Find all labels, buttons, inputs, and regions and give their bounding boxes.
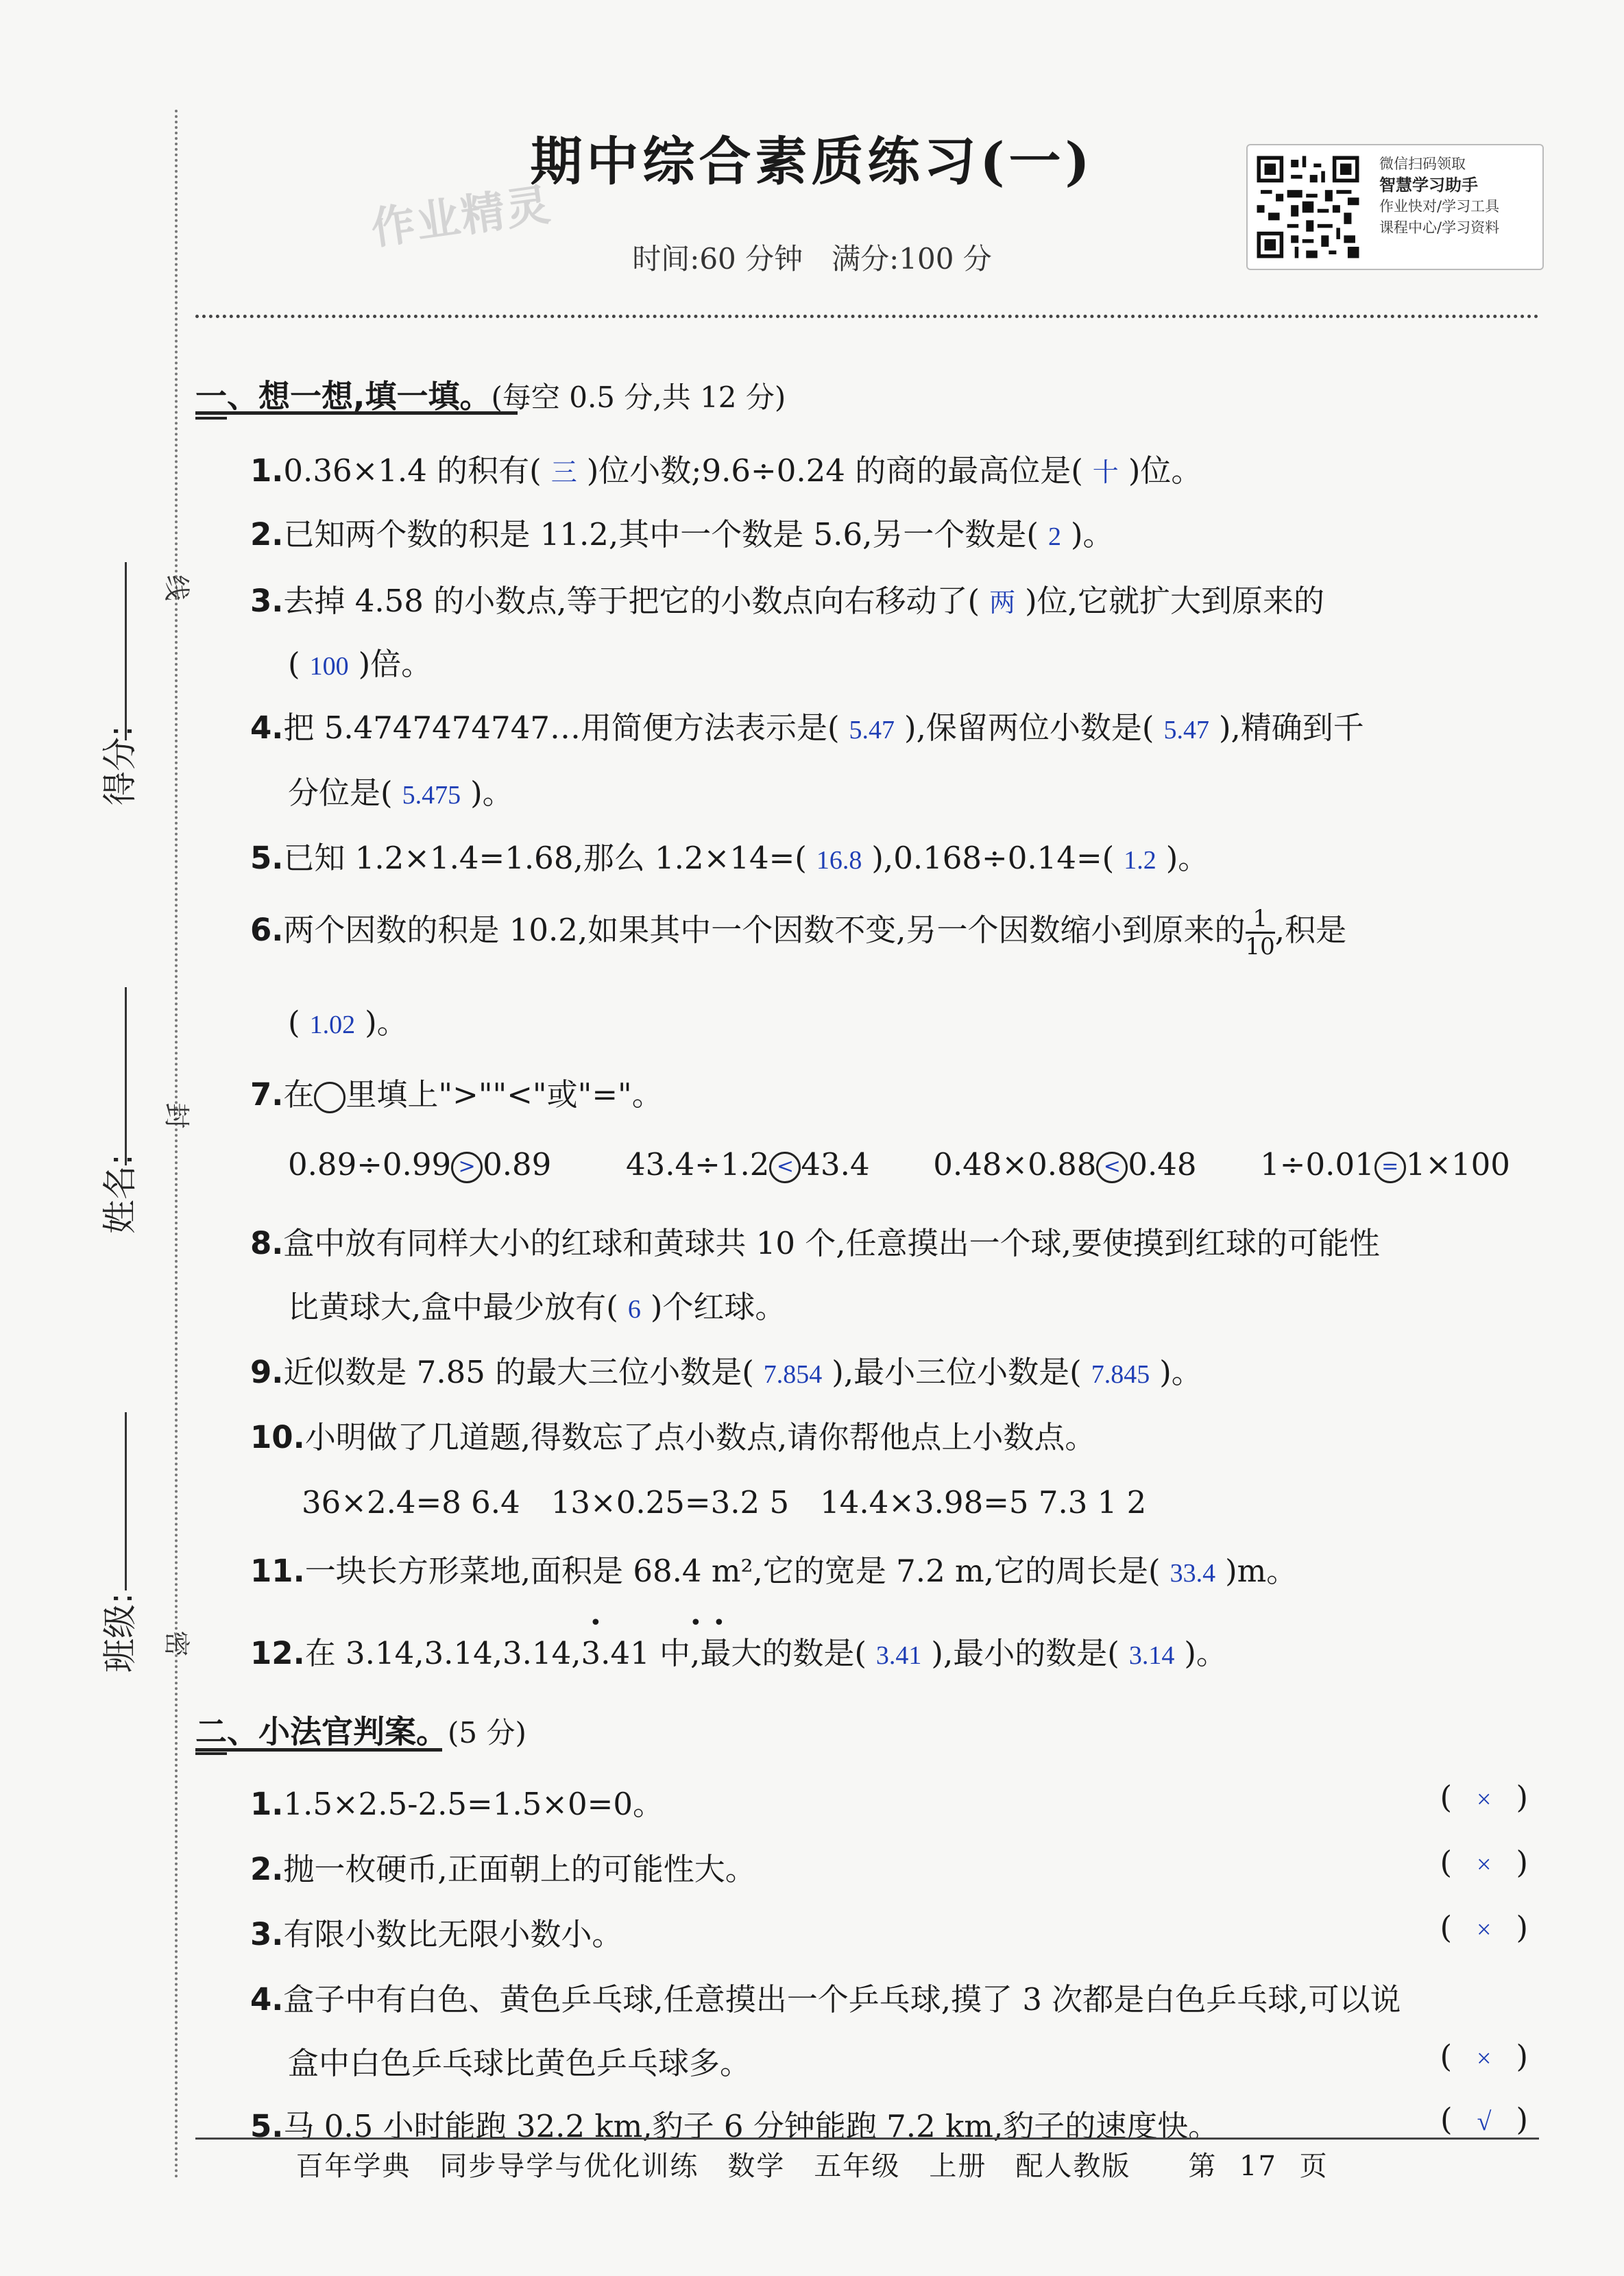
answer-blank[interactable]: 3.14 (1128, 1641, 1175, 1670)
judge-4-mark[interactable]: ( × ) (1440, 2038, 1528, 2074)
score-label: 得分: (100, 725, 140, 806)
judge-5-mark[interactable]: ( √ ) (1440, 2101, 1528, 2138)
answer-blank[interactable]: 6 (627, 1295, 641, 1324)
section-1-number: 一 (195, 372, 227, 420)
binding-line (175, 110, 178, 2180)
qr-line-4: 课程中心/学习资料 (1379, 219, 1500, 236)
name-label: 姓名: (100, 1154, 140, 1234)
answer-blank[interactable]: 5.47 (1163, 716, 1209, 744)
answer-blank[interactable]: 16.8 (816, 846, 862, 875)
bind-char-secret: 密 (161, 1630, 192, 1657)
page-title: 期中综合素质练习(一) (530, 131, 1094, 192)
section-2-number: 二 (195, 1707, 227, 1755)
question-9: 9.近似数是 7.85 的最大三位小数是( 7.854 ),最小三位小数是( 7.845 )。 (250, 1354, 1202, 1390)
question-6: 6.两个因数的积是 10.2,如果其中一个因数不变,另一个因数缩小到原来的 $\frac{1}{10}$ ,积是 (250, 905, 1347, 960)
question-4-cont: 分位是( 5.475 )。 (288, 775, 513, 811)
section-2-underline (195, 1748, 442, 1752)
page-footer: 百年学典 同步导学与优化训练 数学 五年级 上册 配人教版 第 17 页 (295, 2151, 1329, 2182)
bind-char-line: 线 (161, 574, 192, 601)
judge-2-mark[interactable]: ( × ) (1440, 1844, 1528, 1880)
judge-4-cont: 盒中白色乒乓球比黄色乒乓球多。 (288, 2045, 751, 2081)
question-11: 11.一块长方形菜地,面积是 68.4 m²,它的宽是 7.2 m,它的周长是( 33.4 )m。 (250, 1553, 1298, 1589)
question-3-cont: ( 100 )倍。 (288, 646, 433, 682)
watermark-text: 作业精灵 (367, 179, 555, 255)
compare-circle[interactable]: = (1374, 1152, 1406, 1183)
repeat-dot-icon: • (690, 1611, 702, 1635)
name-blank[interactable] (125, 987, 127, 1165)
question-10: 10.小明做了几道题,得数忘了点小数点,请你帮他点上小数点。 (250, 1419, 1096, 1455)
compare-circle[interactable]: > (451, 1152, 483, 1183)
question-10-items[interactable]: 36×2.4=8 6.4 13×0.25=3.2 5 14.4×3.98=5 7.3 1 2 (302, 1484, 1147, 1521)
compare-circle[interactable]: < (769, 1152, 801, 1183)
qr-line-1: 微信扫码领取 (1379, 156, 1466, 172)
section-1-underline (195, 411, 518, 415)
judge-1-mark[interactable]: ( × ) (1440, 1779, 1528, 1815)
answer-blank[interactable]: 7.854 (763, 1360, 823, 1389)
section-1-points: (每空 0.5 分,共 12 分) (491, 380, 786, 414)
answer-blank[interactable]: 5.47 (849, 716, 895, 744)
question-4: 4.把 5.4747474747…用简便方法表示是( 5.47 ),保留两位小数是( 5.47 ),精确到千 (250, 710, 1364, 746)
answer-blank[interactable]: 十 (1092, 459, 1119, 487)
answer-blank[interactable]: 33.4 (1169, 1559, 1216, 1588)
header-divider (195, 315, 1539, 318)
class-label: 班级: (100, 1593, 140, 1673)
qr-panel[interactable] (1246, 144, 1544, 270)
answer-blank[interactable]: 100 (309, 652, 349, 681)
question-5: 5.已知 1.2×1.4=1.68,那么 1.2×14=( 16.8 ),0.168÷0.14=( 1.2 )。 (250, 840, 1209, 876)
question-8-cont: 比黄球大,盒中最少放有( 6 )个红球。 (288, 1289, 786, 1325)
answer-blank[interactable]: 5.475 (402, 781, 461, 810)
judge-3: 3.有限小数比无限小数小。 (250, 1916, 623, 1952)
answer-blank[interactable]: 3.41 (875, 1641, 922, 1670)
section-1-title: 、想一想,填一填。 (227, 378, 492, 415)
judge-5: 5.马 0.5 小时能跑 32.2 km,豹子 6 分钟能跑 7.2 km,豹子的速度快。 (250, 2108, 1220, 2144)
qr-caption (1379, 154, 1537, 239)
question-1: 1.0.36×1.4 的积有( 三 )位小数;9.6÷0.24 的商的最高位是( 十 )位。 (250, 452, 1202, 489)
section-2-title: 、小法官判案。 (227, 1713, 448, 1750)
question-2: 2.已知两个数的积是 11.2,其中一个数是 5.6,另一个数是( 2 )。 (250, 516, 1114, 553)
answer-blank[interactable]: 1.02 (309, 1010, 356, 1039)
bind-char-seal: 封 (161, 1102, 192, 1129)
question-7-items: 0.89÷0.99 > 0.89 43.4÷1.2 < 43.4 0.48×0.88 < 0.48 1÷0.01 = 1×100 (288, 1146, 1510, 1183)
judge-4: 4.盒子中有白色、黄色乒乓球,任意摸出一个乒乓球,摸了 3 次都是白色乒乓球,可以说 (250, 1981, 1401, 2018)
answer-blank[interactable]: 两 (989, 589, 1016, 618)
question-12: 12.在 3.14,3.14,3.14,3.41 中,最大的数是( 3.41 ),最小的数是( 3.14 )。 (250, 1635, 1227, 1671)
answer-blank[interactable]: 1.2 (1124, 846, 1156, 875)
qr-code-icon[interactable] (1253, 152, 1363, 262)
footer-divider (195, 2138, 1539, 2140)
question-8: 8.盒中放有同样大小的红球和黄球共 10 个,任意摸出一个球,要使摸到红球的可能性 (250, 1225, 1380, 1261)
section-2-points: (5 分) (448, 1716, 526, 1750)
qr-line-3: 作业快对/学习工具 (1379, 198, 1500, 215)
question-7: 7.在 里填上">""<"或"="。 (250, 1076, 663, 1113)
repeat-dot-icon: • (713, 1611, 725, 1635)
score-blank[interactable] (125, 562, 127, 740)
answer-blank[interactable]: 7.845 (1091, 1360, 1150, 1389)
class-blank[interactable] (125, 1412, 127, 1590)
judge-2: 2.抛一枚硬币,正面朝上的可能性大。 (250, 1851, 756, 1887)
judge-3-mark[interactable]: ( × ) (1440, 1909, 1528, 1946)
question-3: 3.去掉 4.58 的小数点,等于把它的小数点向右移动了( 两 )位,它就扩大到原来的 (250, 583, 1324, 619)
empty-circle-icon (314, 1082, 346, 1113)
compare-circle[interactable]: < (1096, 1152, 1128, 1183)
qr-line-2: 智慧学习助手 (1379, 175, 1478, 195)
answer-blank[interactable]: 三 (550, 459, 577, 487)
fraction: $\frac{1}{10}$ (1245, 905, 1275, 960)
answer-blank[interactable]: 2 (1047, 522, 1061, 551)
repeat-dot-icon: • (590, 1611, 602, 1635)
judge-1: 1.1.5×2.5-2.5=1.5×0=0。 (250, 1786, 664, 1822)
time-info: 时间:60 分钟 满分:100 分 (632, 242, 992, 276)
question-6-cont: ( 1.02 )。 (288, 1004, 408, 1041)
